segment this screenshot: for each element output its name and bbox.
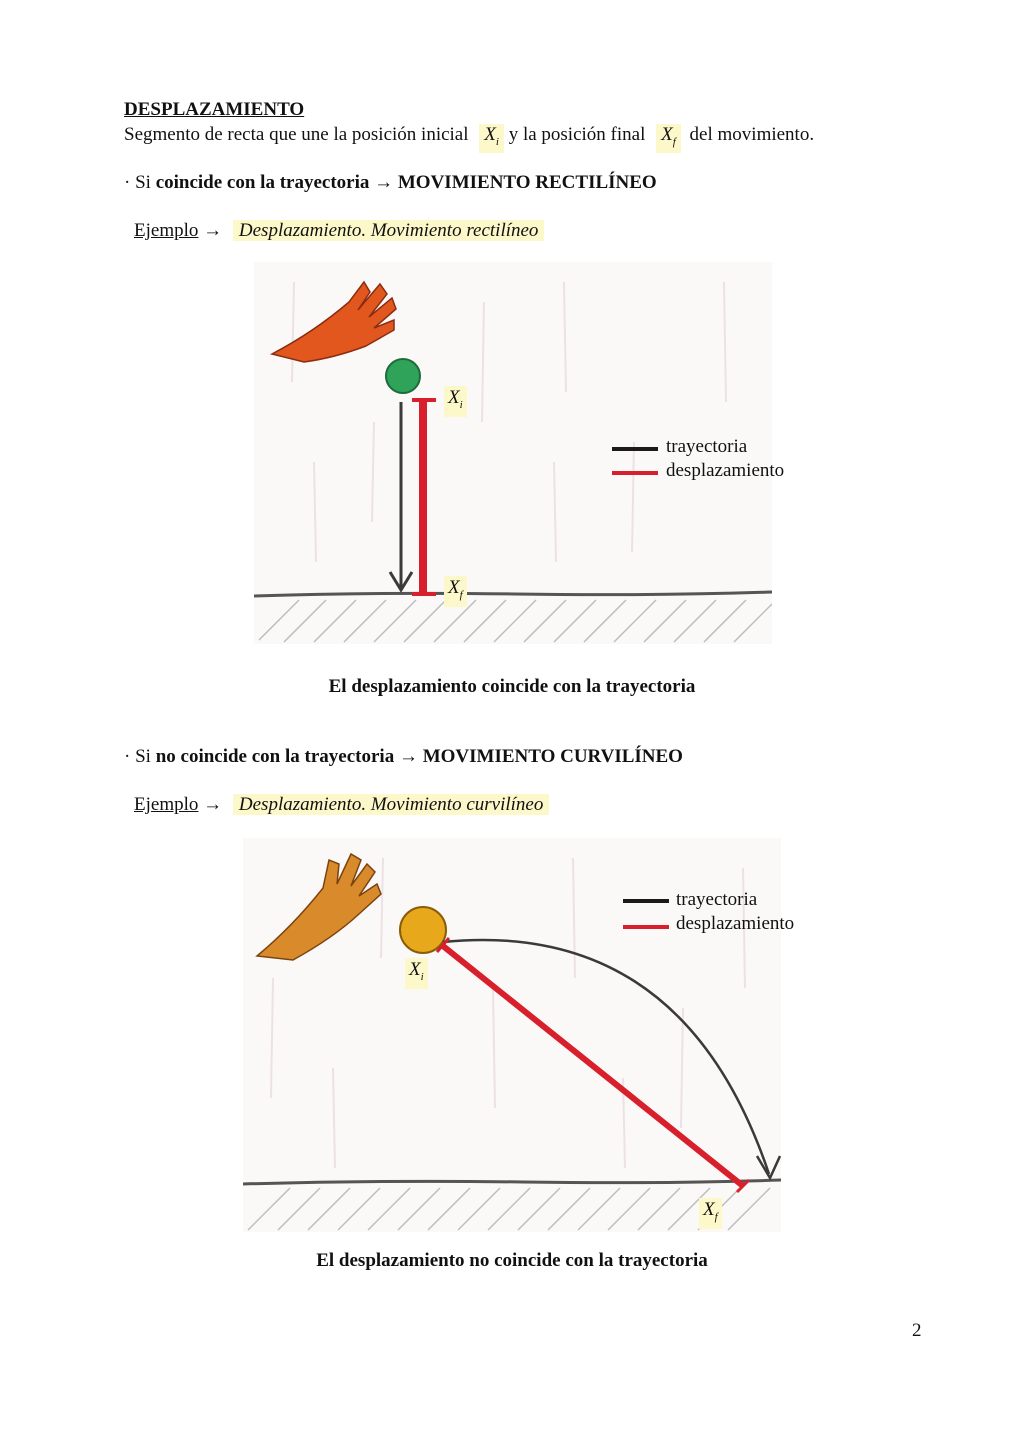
xf-letter: X (661, 124, 673, 145)
case1-arrow: → (203, 220, 223, 241)
xi-subscript: i (495, 135, 499, 148)
case1-prefix: · Si (124, 172, 156, 193)
ball (386, 359, 420, 393)
fig2-xi-letter: X (409, 959, 421, 980)
legend-displacement-swatch (623, 925, 669, 929)
case2-statement: no coincide con la trayectoria → MOVIMIENTO CURVILÍNEO (155, 746, 683, 767)
definition-part1: Segmento de recta que une la posición inicial (124, 124, 469, 145)
section-heading: DESPLAZAMIENTO (124, 99, 305, 120)
figure-rectilinear (254, 262, 785, 644)
legend-trajectory-swatch (623, 899, 669, 903)
case2-caption: El desplazamiento no coincide con la trayectoria (316, 1250, 708, 1271)
legend-trajectory-swatch (612, 447, 658, 451)
page-number: 2 (912, 1320, 922, 1341)
legend-displacement-label: desplazamiento (676, 913, 795, 934)
xi-symbol (479, 124, 504, 153)
xi-letter: X (484, 124, 496, 145)
fig2-xf-letter: X (703, 1199, 715, 1220)
case2-example-title: Desplazamiento. Movimiento curvilíneo (233, 794, 549, 815)
xf-subscript: f (672, 135, 676, 148)
case2-line (124, 746, 683, 768)
legend-displacement-swatch (612, 471, 658, 475)
xf-symbol (656, 124, 681, 153)
case1-example-line (134, 220, 544, 242)
fig2-xf-label (699, 1198, 722, 1229)
case2-example-label: Ejemplo (134, 794, 199, 815)
fig1-xf-letter: X (448, 577, 460, 598)
legend-trajectory-label: trayectoria (666, 436, 748, 457)
case2-arrow: → (203, 794, 223, 815)
definition-text (124, 124, 814, 153)
fig1-xi-label (444, 386, 467, 417)
figure-curvilinear (243, 838, 795, 1232)
case2-prefix: · Si (124, 746, 156, 767)
ball (400, 907, 446, 953)
fig2-xi-label (405, 958, 428, 989)
fig1-xi-sub: i (459, 398, 463, 411)
fig1-xi-letter: X (448, 387, 460, 408)
case1-caption: El desplazamiento coincide con la trayectoria (328, 676, 696, 697)
case1-example-label: Ejemplo (134, 220, 199, 241)
fig2-xi-sub: i (420, 970, 424, 983)
definition-part2: y la posición final (508, 124, 646, 145)
case1-statement: coincide con la trayectoria → MOVIMIENTO RECTILÍNEO (155, 172, 657, 193)
fig1-xf-label (444, 576, 467, 607)
case2-example-line (134, 794, 549, 816)
case1-example-title: Desplazamiento. Movimiento rectilíneo (233, 220, 545, 241)
fig2-xf-sub: f (714, 1210, 718, 1223)
definition-part3: del movimiento. (689, 124, 815, 145)
legend-trajectory-label: trayectoria (676, 889, 758, 910)
fig1-xf-sub: f (459, 588, 463, 601)
case1-line (124, 172, 657, 194)
legend-displacement-label: desplazamiento (666, 460, 785, 481)
